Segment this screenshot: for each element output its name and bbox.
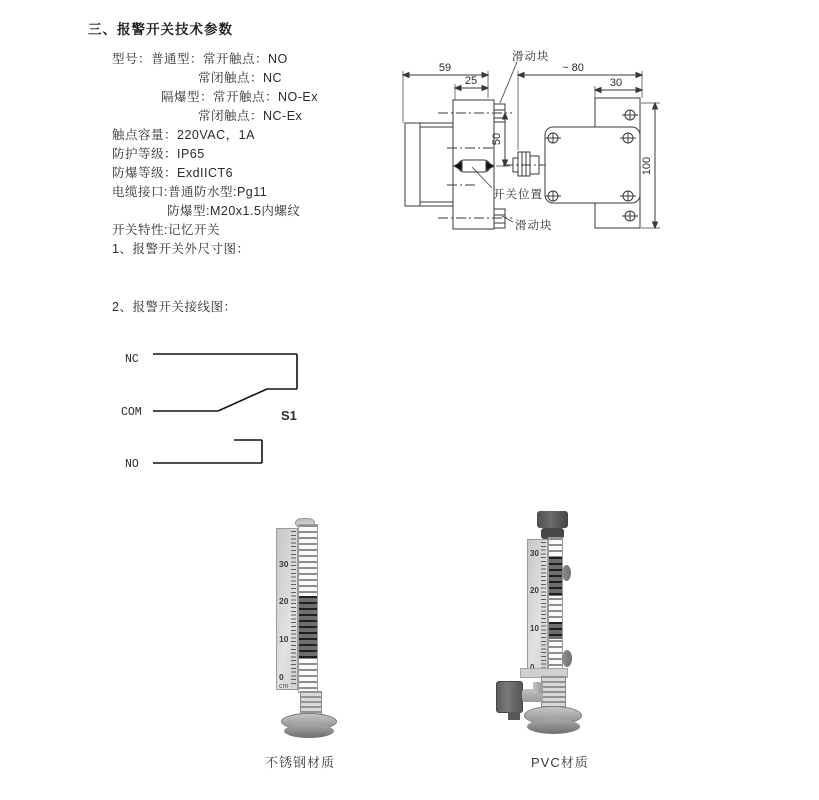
- scale-label-20: 20: [530, 586, 539, 595]
- terminal-nc-label: NC: [125, 353, 139, 366]
- spec-line-fig1-title: 1、报警开关外尺寸图：: [112, 242, 250, 256]
- scale-ticks: [291, 531, 296, 687]
- dim-100: 100: [641, 156, 653, 176]
- label-slide-block-top: 滑动块: [512, 51, 550, 63]
- dim-59: 59: [438, 62, 452, 74]
- scale-label-30: 30: [530, 549, 539, 558]
- dim-50: 50: [491, 132, 503, 146]
- pvc-top-cap: [537, 511, 568, 528]
- terminal-no-label: NO: [125, 458, 139, 471]
- flange-bottom: [284, 724, 334, 738]
- terminal-com-label: COM: [121, 406, 142, 419]
- spec-line-model: 型号：普通型：常开触点：NO: [112, 52, 288, 66]
- spec-line-cable: 电缆接口:普通防水型:Pg11: [112, 185, 268, 199]
- dim-30: 30: [609, 77, 623, 89]
- scale-ticks: [541, 542, 546, 669]
- flapper-level-indication: [299, 596, 317, 658]
- pvc-flange-bottom: [527, 719, 580, 734]
- switch-box-gland: [508, 712, 520, 720]
- spec-line-ip: 防护等级：IP65: [112, 147, 205, 161]
- wire-switch-arm: [218, 389, 267, 411]
- gauge-scale-plate: [276, 528, 298, 690]
- spec-line-exd: 防爆等级：ExdIICT6: [112, 166, 234, 180]
- scale-label-0: 0: [279, 672, 284, 682]
- caption-stainless: 不锈钢材质: [265, 755, 336, 770]
- label-switch-position: 开关位置: [493, 189, 543, 201]
- spec-line-exproof: 隔爆型：常开触点：NO-Ex: [161, 90, 319, 104]
- dimension-drawing: [388, 38, 708, 268]
- scale-label-30: 30: [279, 559, 289, 569]
- spec-line-capacity: 触点容量：220VAC，1A: [112, 128, 255, 142]
- scale-label-10: 10: [279, 634, 289, 644]
- side-fitting-lower: [562, 650, 572, 667]
- spec-line-nc: 常闭触点：NC: [198, 71, 283, 85]
- label-slide-block-bottom: 滑动块: [515, 220, 553, 232]
- spec-line-thread: 防爆型:M20x1.5内螺纹: [167, 204, 301, 218]
- elbow-riser: [533, 682, 543, 694]
- pvc-flapper-column: [548, 537, 563, 677]
- spec-line-ncex: 常闭触点：NC-Ex: [198, 109, 303, 123]
- flapper-level-band-lower: [549, 622, 562, 639]
- alarm-switch-box: [496, 681, 523, 713]
- flapper-level-band-upper: [549, 557, 562, 596]
- wiring-section-heading: 2、报警开关接线图：: [112, 300, 237, 314]
- scale-label-10: 10: [530, 624, 539, 633]
- scale-label-20: 20: [279, 596, 289, 606]
- switch-s1-label: S1: [281, 408, 297, 423]
- wiring-diagram: [95, 340, 325, 480]
- spec-list: [112, 50, 318, 259]
- dim-25: 25: [464, 75, 478, 87]
- section-heading: 三、报警开关技术参数: [88, 22, 233, 37]
- side-view-plate: [405, 123, 453, 206]
- flapper-column: [298, 524, 318, 693]
- pvc-scale-plate: [527, 539, 548, 672]
- dim-80: ~ 80: [562, 62, 584, 74]
- switch-position-pill: [458, 160, 490, 172]
- side-fitting-upper: [562, 565, 571, 581]
- caption-pvc: PVC材质: [531, 755, 589, 770]
- scale-unit-label: cm: [279, 683, 289, 690]
- slide-block-bottom-shape: [494, 209, 505, 228]
- spec-line-memory: 开关特性:记忆开关: [112, 223, 220, 237]
